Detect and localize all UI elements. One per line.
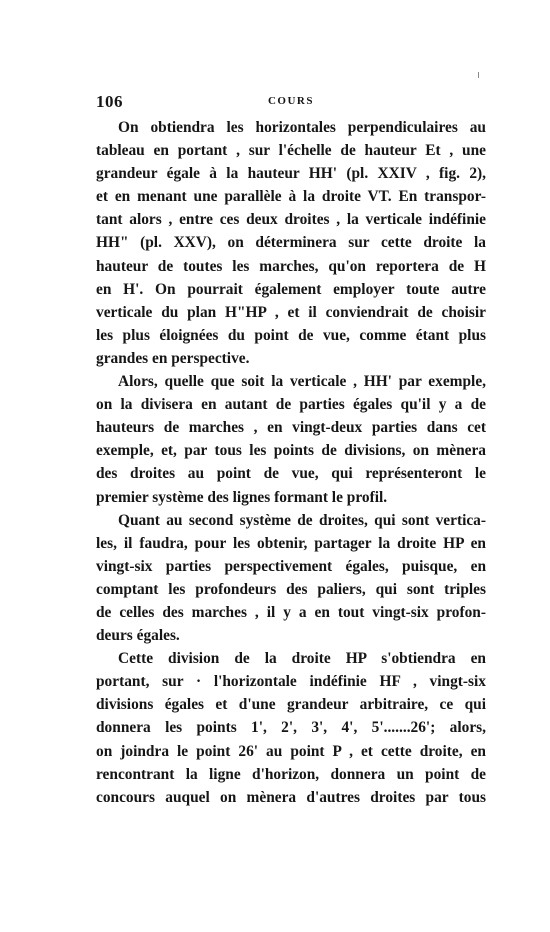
text-line: Alors, quelle que soit la verticale , HH' par exemple,	[118, 373, 486, 391]
text-line: exemple, et, par tous les points de divisions, on mènera	[96, 442, 486, 460]
text-line: donnera les points 1', 2', 3', 4', 5'.......26'; alors,	[96, 719, 486, 737]
text-line: et en menant une parallèle à la droite VT. En transpor-	[96, 188, 486, 206]
text-line: tant alors , entre ces deux droites , la verticale indéfinie	[96, 211, 486, 229]
text-line: les, il faudra, pour les obtenir, partager la droite HP en	[96, 534, 486, 552]
text-line: deurs égales.	[96, 627, 180, 645]
text-line: divisions égales et d'une grandeur arbitraire, ce qui	[96, 696, 486, 714]
page-header	[96, 92, 486, 114]
text-line: grandes en perspective.	[96, 349, 250, 367]
text-line: hauteur de toutes les marches, qu'on reportera de H	[96, 257, 486, 275]
running-head: COURS	[267, 95, 314, 107]
text-line: tableau en portant , sur l'échelle de hauteur Et , une	[96, 142, 486, 160]
text-line: On obtiendra les horizontales perpendiculaires au	[118, 119, 486, 136]
edge-mark	[478, 72, 479, 78]
text-line: concours auquel on mènera d'autres droites par tous	[96, 788, 486, 806]
page-number: 106	[96, 92, 123, 111]
text-line: Cette division de la droite HP s'obtiendra en	[118, 650, 486, 668]
text-line: HH" (pl. XXV), on déterminera sur cette droite la	[96, 234, 486, 252]
text-line: de celles des marches , il y a en tout vingt-six profon-	[96, 603, 486, 621]
text-line: des droites au point de vue, qui représenteront le	[96, 465, 486, 483]
text-line: grandeur égale à la hauteur HH' (pl. XXIV , fig. 2),	[96, 165, 486, 183]
text-line: Quant au second système de droites, qui sont vertica-	[118, 511, 486, 529]
text-line: vingt-six parties perspectivement égales, puisque, en	[96, 557, 486, 575]
text-line: on joindra le point 26' au point P , et cette droite, en	[96, 742, 486, 760]
text-line: hauteurs de marches , en vingt-deux parties dans cet	[96, 419, 486, 437]
text-line: on la divisera en autant de parties égales qu'il y a de	[96, 396, 486, 414]
text-line: verticale du plan H"HP , et il conviendrait de choisir	[96, 303, 486, 321]
body-text	[96, 116, 486, 809]
text-line: portant, sur · l'horizontale indéfinie HF , vingt-six	[96, 673, 486, 691]
text-line: premier système des lignes formant le profil.	[96, 488, 388, 506]
text-line: rencontrant la ligne d'horizon, donnera un point de	[96, 765, 486, 783]
text-line: comptant les profondeurs des paliers, qui sont triples	[96, 580, 486, 598]
text-line: en H'. On pourrait également employer toute autre	[96, 280, 486, 298]
text-line: les plus éloignées du point de vue, comme étant plus	[96, 326, 486, 344]
